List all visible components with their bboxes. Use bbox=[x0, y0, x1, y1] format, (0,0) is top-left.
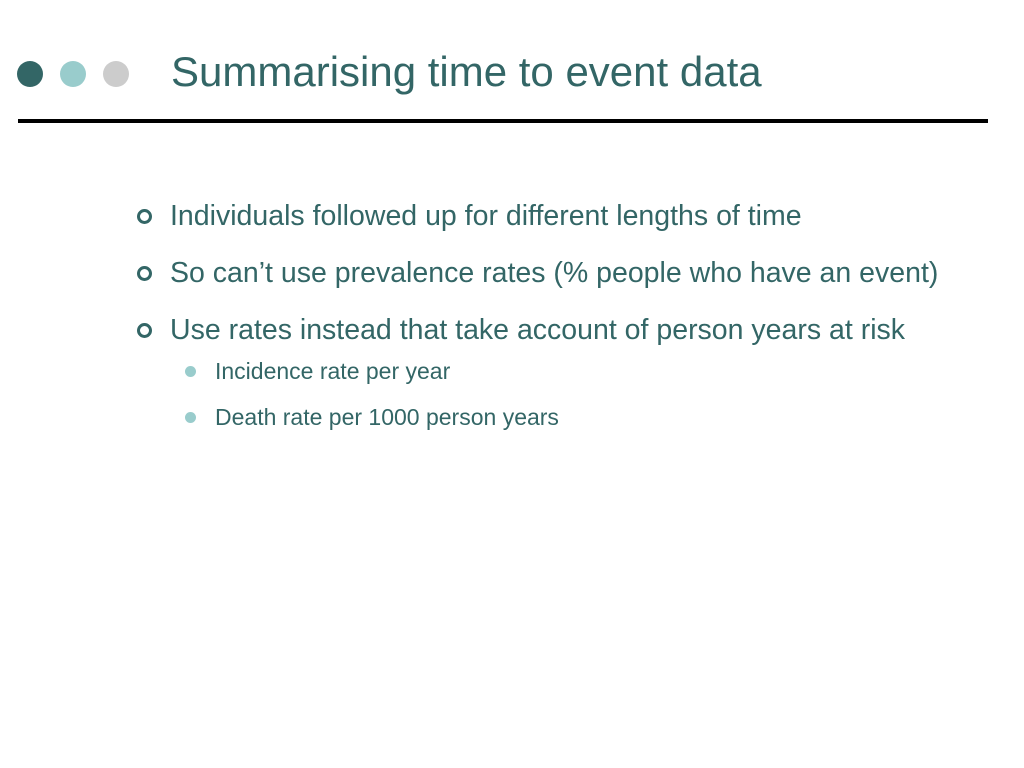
sub-bullet-item bbox=[215, 357, 970, 385]
hollow-circle-bullet-icon bbox=[137, 323, 152, 338]
bullet-text: Use rates instead that take account of person years at risk bbox=[170, 314, 906, 346]
bullet-text: Individuals followed up for different lengths of time bbox=[170, 200, 802, 232]
dark-teal-dot-icon bbox=[17, 61, 43, 87]
bullet-item bbox=[170, 310, 970, 351]
light-teal-dot-icon bbox=[60, 61, 86, 87]
bullet-text: So can’t use prevalence rates (% people who have an event) bbox=[170, 257, 939, 289]
bullet-item bbox=[170, 253, 970, 294]
sub-bullet-text: Incidence rate per year bbox=[215, 358, 451, 384]
grey-dot-icon bbox=[103, 61, 129, 87]
title-divider bbox=[18, 119, 988, 123]
hollow-circle-bullet-icon bbox=[137, 209, 152, 224]
sub-bullet-item bbox=[215, 403, 970, 431]
slide-title: Summarising time to event data bbox=[171, 48, 762, 95]
bullet-item bbox=[170, 196, 970, 237]
hollow-circle-bullet-icon bbox=[137, 266, 152, 281]
sub-bullet-list bbox=[215, 357, 970, 431]
filled-circle-bullet-icon bbox=[185, 366, 196, 377]
slide-content bbox=[170, 196, 970, 449]
sub-bullet-text: Death rate per 1000 person years bbox=[215, 404, 559, 430]
filled-circle-bullet-icon bbox=[185, 412, 196, 423]
